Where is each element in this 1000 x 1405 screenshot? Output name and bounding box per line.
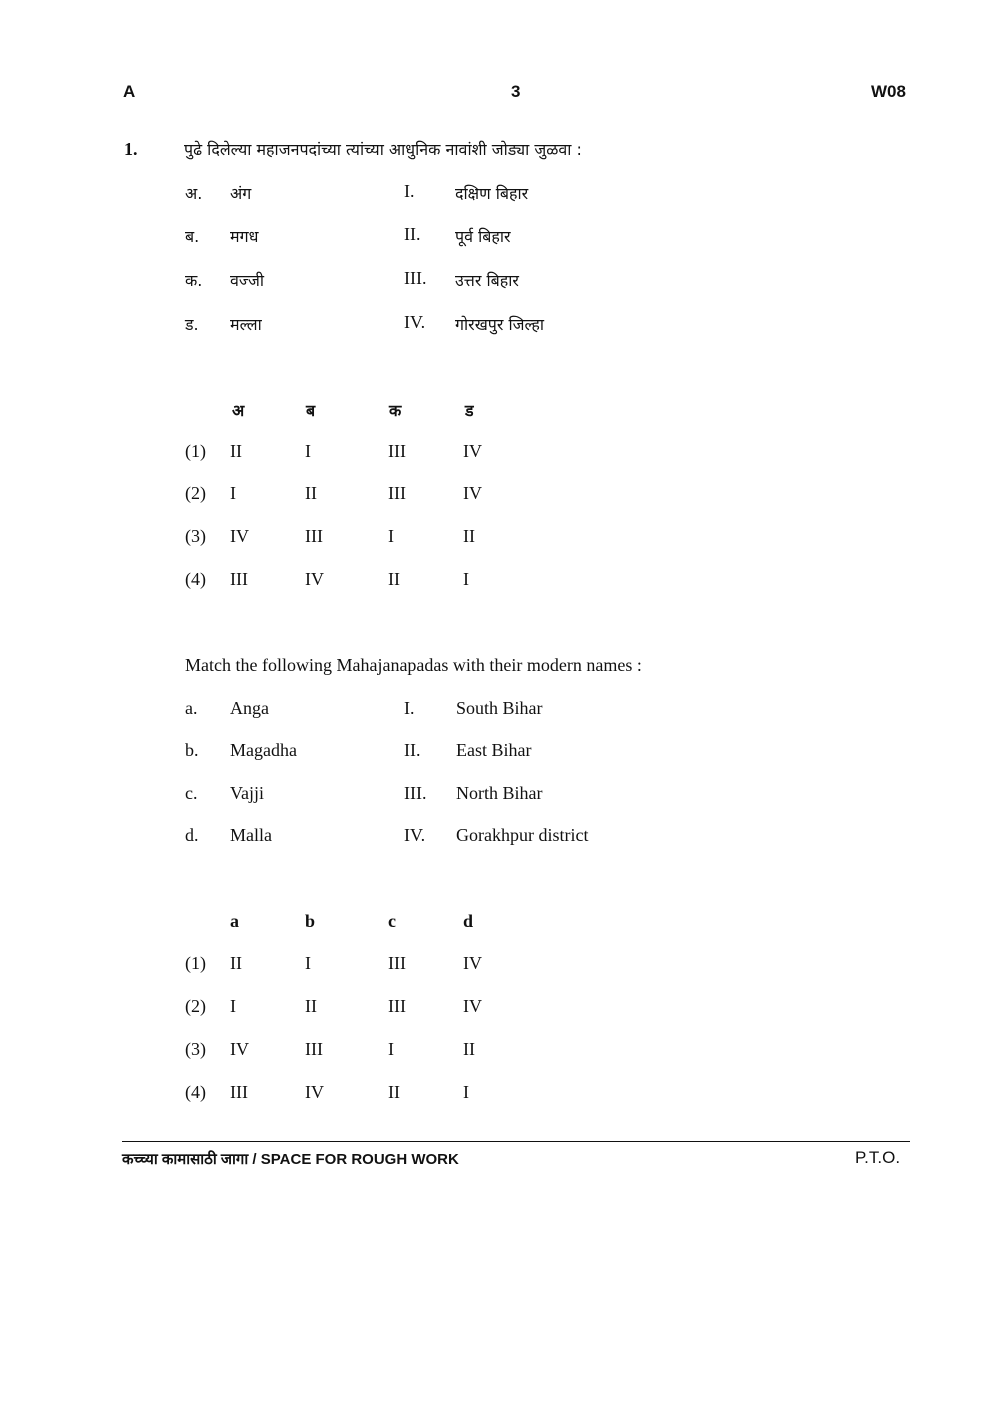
pair-roman: IV. bbox=[404, 312, 426, 332]
pair-modern: दक्षिण बिहार bbox=[455, 184, 529, 203]
pair-roman: III. bbox=[404, 268, 427, 288]
pair-key: ब. bbox=[185, 227, 200, 246]
page-number: 3 bbox=[511, 82, 521, 101]
option-label: (4) bbox=[185, 569, 206, 589]
table-header-cell: c bbox=[388, 911, 396, 931]
option-value: IV bbox=[463, 441, 482, 461]
option-value: IV bbox=[305, 1082, 324, 1102]
set-label: A bbox=[123, 82, 136, 101]
option-label: (4) bbox=[185, 1082, 206, 1102]
pair-modern: पूर्व बिहार bbox=[455, 227, 511, 246]
option-label: (2) bbox=[185, 483, 206, 503]
option-value: IV bbox=[305, 569, 324, 589]
option-value: III bbox=[305, 526, 323, 546]
pair-modern: East Bihar bbox=[456, 740, 532, 760]
option-value: III bbox=[388, 953, 406, 973]
option-value: III bbox=[388, 483, 406, 503]
option-label: (1) bbox=[185, 441, 206, 461]
option-value: II bbox=[388, 569, 400, 589]
option-value: IV bbox=[230, 526, 249, 546]
pair-modern: गोरखपुर जिल्हा bbox=[455, 315, 545, 334]
pair-name: मल्ला bbox=[230, 315, 262, 334]
option-value: III bbox=[388, 441, 406, 461]
option-value: I bbox=[230, 483, 236, 503]
option-value: II bbox=[305, 483, 317, 503]
pair-key: c. bbox=[185, 783, 198, 803]
table-header-cell: अ bbox=[232, 401, 245, 420]
marathi-prompt: पुढे दिलेल्या महाजनपदांच्या त्यांच्या आधुनिक नावांशी जोड्या जुळवा : bbox=[184, 140, 582, 159]
option-value: I bbox=[305, 441, 311, 461]
option-label: (1) bbox=[185, 953, 206, 973]
pair-key: ड. bbox=[185, 315, 199, 334]
option-value: III bbox=[388, 996, 406, 1016]
option-value: II bbox=[230, 441, 242, 461]
pair-name: अंग bbox=[230, 184, 252, 203]
english-prompt: Match the following Mahajanapadas with their modern names : bbox=[185, 655, 642, 675]
option-value: I bbox=[230, 996, 236, 1016]
option-value: II bbox=[388, 1082, 400, 1102]
pair-key: अ. bbox=[185, 184, 203, 203]
option-value: I bbox=[305, 953, 311, 973]
pair-roman: II. bbox=[404, 740, 421, 760]
option-value: III bbox=[230, 569, 248, 589]
pair-roman: I. bbox=[404, 698, 415, 718]
rough-work-label: कच्च्या कामासाठी जागा / SPACE FOR ROUGH WORK bbox=[122, 1151, 459, 1168]
pto-label: P.T.O. bbox=[855, 1148, 901, 1167]
pair-name: Magadha bbox=[230, 740, 297, 760]
option-value: III bbox=[230, 1082, 248, 1102]
pair-modern: North Bihar bbox=[456, 783, 543, 803]
pair-roman: II. bbox=[404, 224, 421, 244]
table-header-cell: ब bbox=[306, 401, 316, 420]
paper-code: W08 bbox=[871, 82, 906, 101]
option-value: IV bbox=[230, 1039, 249, 1059]
option-value: IV bbox=[463, 953, 482, 973]
pair-name: मगध bbox=[230, 227, 259, 246]
pair-roman: IV. bbox=[404, 825, 426, 845]
table-header-cell: क bbox=[389, 401, 402, 420]
pair-name: Vajji bbox=[230, 783, 264, 803]
option-value: I bbox=[463, 569, 469, 589]
pair-roman: III. bbox=[404, 783, 427, 803]
footer-divider bbox=[122, 1141, 910, 1142]
question-number: 1. bbox=[124, 139, 138, 159]
option-value: II bbox=[305, 996, 317, 1016]
option-value: III bbox=[305, 1039, 323, 1059]
pair-key: क. bbox=[185, 271, 203, 290]
option-value: IV bbox=[463, 996, 482, 1016]
table-header-cell: ड bbox=[465, 401, 474, 420]
option-label: (3) bbox=[185, 526, 206, 546]
pair-modern: Gorakhpur district bbox=[456, 825, 589, 845]
pair-modern: उत्तर बिहार bbox=[455, 271, 519, 290]
pair-key: a. bbox=[185, 698, 198, 718]
option-value: II bbox=[463, 526, 475, 546]
option-value: I bbox=[388, 526, 394, 546]
table-header-cell: b bbox=[305, 911, 316, 931]
pair-name: Anga bbox=[230, 698, 269, 718]
option-value: II bbox=[230, 953, 242, 973]
pair-key: d. bbox=[185, 825, 199, 845]
pair-name: Malla bbox=[230, 825, 272, 845]
pair-modern: South Bihar bbox=[456, 698, 543, 718]
option-label: (2) bbox=[185, 996, 206, 1016]
option-value: II bbox=[463, 1039, 475, 1059]
option-value: IV bbox=[463, 483, 482, 503]
pair-roman: I. bbox=[404, 181, 415, 201]
option-label: (3) bbox=[185, 1039, 206, 1059]
option-value: I bbox=[463, 1082, 469, 1102]
pair-key: b. bbox=[185, 740, 199, 760]
table-header-cell: d bbox=[463, 911, 474, 931]
table-header-cell: a bbox=[230, 911, 239, 931]
pair-name: वज्जी bbox=[230, 271, 265, 290]
option-value: I bbox=[388, 1039, 394, 1059]
